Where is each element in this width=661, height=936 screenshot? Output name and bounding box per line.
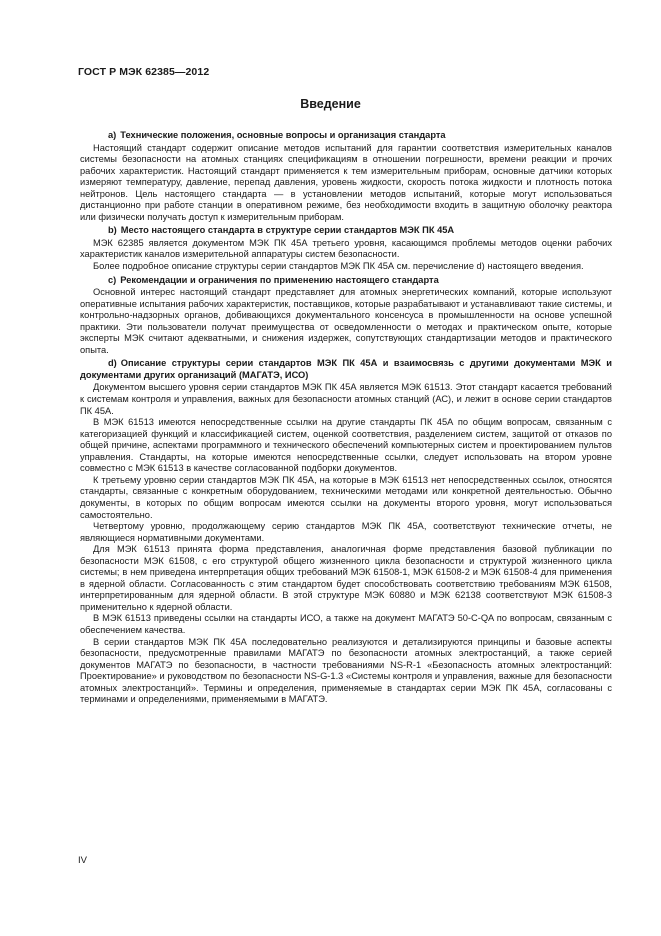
section-heading bbox=[80, 358, 612, 381]
paragraph: В МЭК 61513 приведены ссылки на стандарты ИСО, а также на документ МАГАТЭ 50-C-QA по вопросам, связанным с обеспечением качества. bbox=[80, 613, 612, 635]
paragraph: Основной интерес настоящий стандарт представляет для атомных энергетических компаний, которые используют оперативные испытания рабочих характеристик, поставщиков, которые разрабатывают и устанавливают такие системы, и контрольно-надзорных органов, добивающихся документального консенсуса в промышленности на основе успешной практики. Эти пользователи получат преимущества от осведомленности о методах и практическом опыте, которые эксперты МЭК считают адекватными, и снижения издержек, сопутствующих стандартизации методов и практического опыта. bbox=[80, 287, 612, 355]
standard-header: ГОСТ Р МЭК 62385—2012 bbox=[78, 66, 210, 78]
paragraph: Для МЭК 61513 принята форма представления, аналогичная форме представления базовой публикации по безопасности МЭК 61508, с его структурой общего жизненного цикла безопасности и структурой жизненного цикла системы; в нем приведена интерпретация общих требований МЭК 61508-1, МЭК 61508-2 и МЭК 61508-4 для применения в ядерной области. Согласованность с этим стандартом будет способствовать соответствию требованиям МЭК 61508, интерпретированным для ядерной области. В этой структуре МЭК 60880 и МЭК 62138 соответствуют МЭК 61508-3 применительно к ядерной области. bbox=[80, 544, 612, 612]
paragraph: Четвертому уровню, продолжающему серию стандартов МЭК ПК 45А, соответствуют технические отчеты, не являющиеся нормативными документами. bbox=[80, 521, 612, 543]
paragraph: В серии стандартов МЭК ПК 45А последовательно реализуются и детализируются принципы и базовые аспекты безопасности, предусмотренные правилами МАГАТЭ по безопасности атомных электростанций, а также серией документов МАГАТЭ по безопасности, в частности требованиями NS-R-1 «Безопасность атомных электростанций: Проектирование» и руководством по безопасности NS-G-1.3 «Системы контроля и управления, важные для безопасности атомных электростанций». Термины и определения, применяемые в стандартах серии МЭК ПК 45А, согласованы с терминами и определениями, применяемыми в МАГАТЭ. bbox=[80, 636, 612, 705]
section-heading-text: Рекомендации и ограничения по применению настоящего стандарта bbox=[120, 274, 439, 285]
paragraph: В МЭК 61513 имеются непосредственные ссылки на другие стандарты ПК 45А по общим вопросам, связанным с категоризацией функций и классификацией систем, оценкой соответствия, разделением систем, защитой от отказов по общей причине, аспектами программного и технического обеспечений компьютерных систем и проектированием пультов управления. Стандарты, на которые имеются непосредственные ссылки, следует использовать на втором уровне совместно с МЭК 61513 в качестве согласованной подборки документов. bbox=[80, 417, 612, 474]
section-marker: а) bbox=[108, 130, 117, 140]
section-heading-text: Технические положения, основные вопросы и организация стандарта bbox=[120, 130, 446, 140]
paragraph: Документом высшего уровня серии стандартов МЭК ПК 45А является МЭК 61513. Этот стандарт касается требований к системам контроля и управления, важных для безопасности атомных станций (АС), и лежит в основе серии стандартов ПК 45А. bbox=[80, 382, 612, 416]
section-marker: c) bbox=[108, 274, 117, 285]
paragraph: К третьему уровню серии стандартов МЭК ПК 45А, на которые в МЭК 61513 нет непосредственных ссылок, относятся стандарты, связанные с конкретным оборудованием, техническими методами или конкретной деятельностью. Обычно документы, в которых по общим вопросам имеются ссылки на документы второго уровня, могут использоваться самостоятельно. bbox=[80, 474, 612, 520]
section-heading bbox=[80, 275, 612, 287]
section-heading-text: Место настоящего стандарта в структуре серии стандартов МЭК ПК 45А bbox=[120, 225, 455, 236]
paragraph: МЭК 62385 является документом МЭК ПК 45А третьего уровня, касающимся проблемы методов оценки рабочих характеристик каналов измерительной аппаратуры систем безопасности. bbox=[80, 237, 612, 260]
page-title: Введение bbox=[300, 97, 361, 111]
paragraph: Более подробное описание структуры серии стандартов МЭК ПК 45А см. перечисление d) настоящего введения. bbox=[93, 261, 584, 272]
section-heading bbox=[80, 225, 612, 237]
page-number: IV bbox=[78, 855, 87, 866]
section-heading-text: Описание структуры серии стандартов МЭК ПК 45А и взаимосвязь с другими документами МЭК и документами других организаций (МАГАТЭ, ИСО) bbox=[80, 358, 612, 380]
section-marker: d) bbox=[108, 358, 117, 369]
document-body bbox=[80, 128, 612, 706]
section-marker: b) bbox=[108, 225, 117, 236]
paragraph: Настоящий стандарт содержит описание методов испытаний для гарантии соответствия измерительных каналов системы безопасности на атомных станциях спецификациям в отношении погрешности, времени реакции и прочих рабочих характеристик. Настоящий стандарт применяется к тем измерительным приборам, основные датчики которых измеряют температуру, давление, перепад давления, уровень жидкости, скорость потока жидкости и плотность потока нейтронов. Цель настоящего стандарта — в установлении методов испытаний, которые могут использоваться дистанционно при работе станции в оперативном режиме, без необходимости входить в защитную оболочку реактора или физически получать доступ к измерительным приборам. bbox=[80, 142, 612, 222]
section-heading bbox=[80, 130, 612, 142]
